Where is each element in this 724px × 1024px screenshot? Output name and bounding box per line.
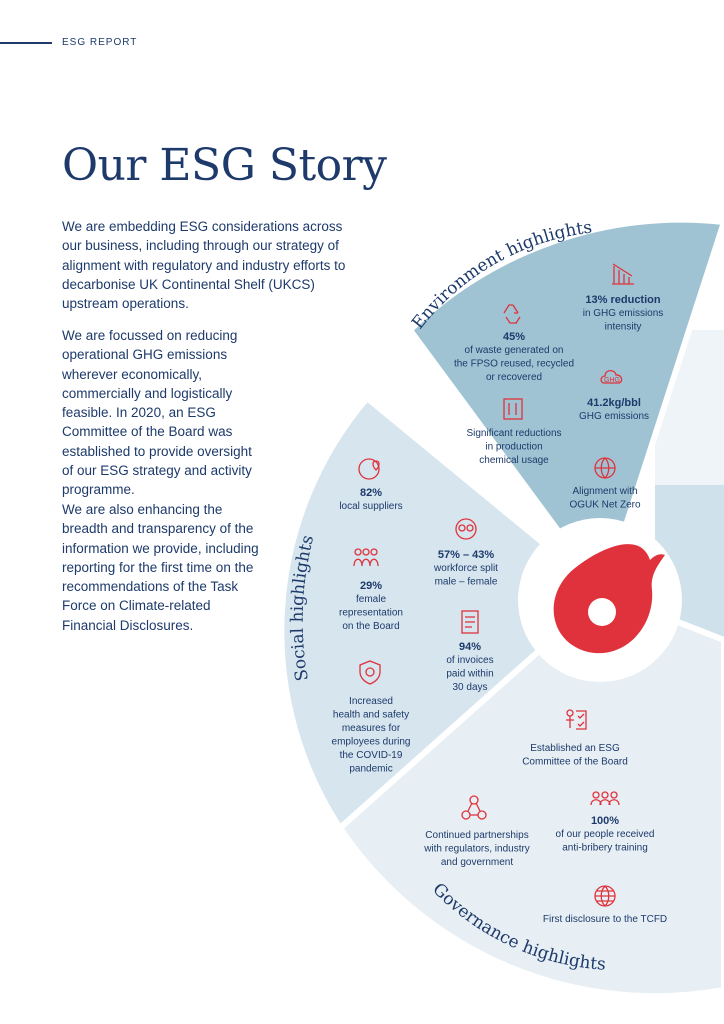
highlight-stat: 41.2kg/bbl	[587, 397, 641, 409]
highlight-text-line: Significant reductions	[466, 428, 562, 439]
intro-paragraph-1: We are embedding ESG considerations across our business, including through our strategy of alignment with regulatory and industry efforts to decarbonise UK Continental Shelf (UKCS) upstream operations.	[62, 219, 346, 312]
highlight-text-line: anti-bribery training	[562, 842, 648, 854]
social-title: Social highlights	[287, 533, 319, 683]
highlight-text-line: chemical usage	[479, 455, 549, 466]
highlight-stat: 45%	[502, 331, 526, 343]
highlight-text-line: on the Board	[342, 621, 400, 632]
highlight-text-line: female	[355, 594, 387, 605]
highlight-text-line: intensity	[604, 321, 642, 333]
governance-title: Governance highlights	[428, 879, 607, 975]
highlight-text-line: the FPSO reused, recycled	[453, 358, 575, 370]
environment-title: Environment highlights	[408, 217, 594, 334]
highlight-text-line: Continued partnerships	[425, 830, 529, 841]
highlight-stat: 94%	[458, 641, 482, 653]
highlight-text-line: with regulators, industry	[424, 843, 530, 855]
highlight-text-line: First disclosure to the TCFD	[542, 914, 668, 925]
highlight-stat: 29%	[359, 580, 383, 592]
highlight-text-line: Established an ESG	[530, 743, 620, 754]
intro-paragraph-2: We are focussed on reducing operational GHG emissions wherever economically, commercially and logistically feasible. In 2020, an ESG Committee of the Board was established to provide oversight of our ESG strategy and activity programme.	[62, 328, 252, 498]
highlight-text-line: 30 days	[452, 682, 488, 693]
ghg-icon-label: GHG	[604, 377, 620, 384]
highlight-text-line: pandemic	[349, 763, 393, 775]
highlight-text-line: workforce split	[434, 563, 498, 574]
highlight-text-line: representation	[339, 607, 403, 619]
highlight-text-line: Alignment with	[572, 486, 638, 497]
highlight-text-line: of our people received	[555, 829, 655, 840]
page-title: Our ESG Story	[62, 140, 387, 191]
social-highlight-workforce	[433, 549, 498, 588]
highlight-text-line: the COVID-19	[339, 750, 403, 761]
highlight-text-line: in production	[485, 441, 543, 453]
highlight-stat: 100%	[590, 815, 620, 827]
highlight-text-line: Committee of the Board	[522, 756, 628, 768]
highlight-text-line: or recovered	[485, 372, 543, 383]
highlight-text-line: measures for	[341, 723, 401, 734]
highlight-stat: 82%	[359, 487, 383, 499]
highlight-text-line: Increased	[349, 696, 393, 707]
highlight-text-line: employees during	[331, 736, 411, 748]
highlight-text-line: of waste generated on	[464, 345, 564, 356]
highlight-text-line: and government	[440, 857, 514, 868]
highlight-text-line: local suppliers	[339, 501, 403, 512]
logo-dot	[588, 598, 616, 626]
highlight-text-line: male – female	[434, 576, 498, 588]
highlight-text-line: OGUK Net Zero	[569, 499, 641, 511]
highlight-stat: 57% – 43%	[437, 549, 495, 561]
report-label: ESG REPORT	[62, 37, 138, 48]
highlight-text-line: of invoices	[446, 655, 494, 666]
gov-highlight-tcfd	[543, 914, 667, 925]
highlight-text-line: in GHG emissions	[582, 308, 664, 319]
highlight-text-line: GHG emissions	[578, 411, 650, 422]
highlight-text-line: health and safety	[332, 709, 410, 721]
highlight-stat: 13% reduction	[585, 294, 661, 306]
highlight-text-line: paid within	[446, 668, 494, 680]
intro-paragraph-3: We are also enhancing the breadth and transparency of the information we provide, including reporting for the first time on the recommendations of the Task Force on Climate-related Financial Disclosures.	[62, 502, 259, 633]
